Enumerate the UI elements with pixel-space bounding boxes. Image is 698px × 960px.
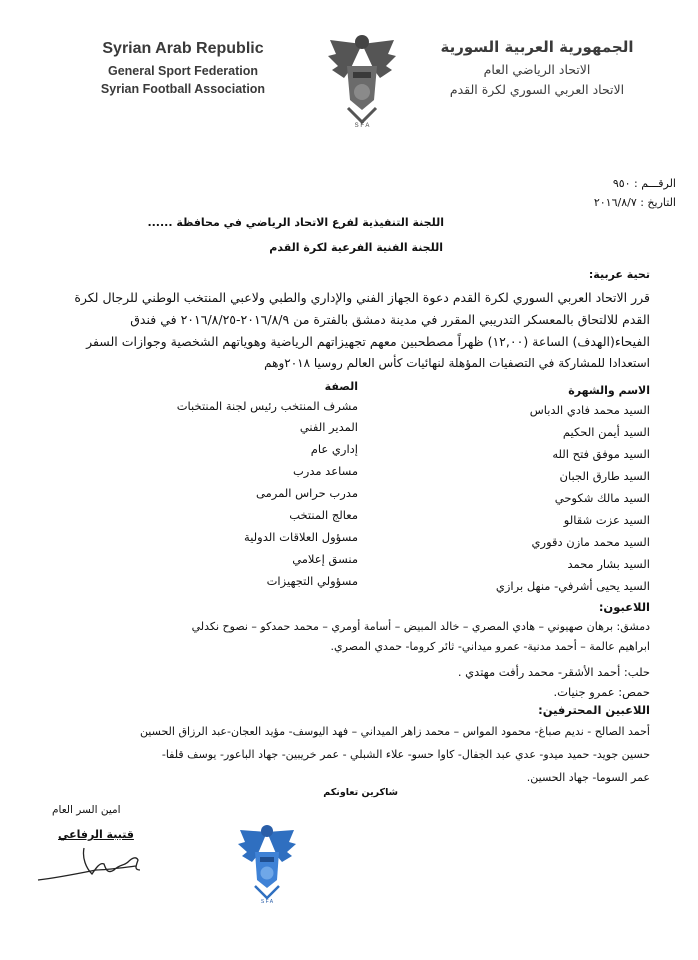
pros-line-2: حسين جويد- حميد ميدو- عدي عبد الجفال- كاوا حسو- علاء الشبلي - عمر خريبين- جهاد الباعور- يوسف قلفا- — [161, 748, 650, 761]
signature-name: قتيبة الرفاعي — [58, 828, 134, 841]
staff-name: السيد بشار محمد — [567, 557, 650, 571]
staff-role: منسق إعلامي — [292, 552, 358, 566]
header-ar — [412, 38, 662, 97]
en-title: Syrian Arab Republic — [102, 40, 264, 57]
staff-name: السيد محمد مازن دقوري — [531, 535, 650, 549]
players-heading: اللاعبون: — [598, 600, 650, 614]
staff-role: مدرب حراس المرمى — [255, 486, 358, 500]
eagle-emblem-icon — [322, 30, 402, 128]
players-damascus-1: دمشق: برهان صهيوني – هادي المصري – خالد المبيض – أسامة أومري – محمد حمدكو – نصوح نكدلي — [191, 620, 650, 633]
players-homs: حمص: عمرو جنيات. — [553, 685, 650, 699]
addressee-line-2: اللجنة الفنية الفرعية لكرة القدم — [269, 241, 443, 254]
staff-name: السيد مالك شكوحي — [554, 491, 650, 505]
greeting: تحية عربية: — [588, 268, 650, 281]
eagle-stamp-icon — [234, 822, 300, 904]
staff-name: السيد محمد فادي الدباس — [529, 403, 650, 417]
staff-role: المدير الفني — [299, 420, 358, 434]
en-federation: General Sport Federation — [107, 64, 259, 78]
staff-role: مساعد مدرب — [292, 464, 358, 478]
pros-line-1: أحمد الصالح - نديم صباغ- محمود المواس – محمد زاهر الميداني – فهد اليوسف- مؤيد العجان-عبد الرزاق الحسين — [139, 725, 650, 738]
players-aleppo: حلب: أحمد الأشقر- محمد رأفت مهتدي . — [457, 665, 650, 679]
staff-name: السيد عزت شقالو — [563, 513, 650, 527]
signature-title: امين السر العام — [52, 804, 121, 816]
reference-block — [594, 177, 676, 209]
ar-federation: الاتحاد الرياضي العام — [483, 62, 591, 77]
body-line-1: قرر الاتحاد العربي السوري لكرة القدم دعوة الجهاز الفني والإداري والطبي ولاعبي المنتخب الوطني للرجال لكرة — [74, 290, 650, 305]
addressee-line-1: اللجنة التنفيذية لفرع الاتحاد الرياضي في محافظة ...... — [147, 216, 444, 229]
staff-role: إداري عام — [310, 442, 358, 456]
body-line-3: الفيحاء(الهدف) الساعة (١٢,٠٠) ظهراً مصطحبين معهم تجهيزاتهم الرياضية وهوياتهم الشخصية وجوازات السفر — [86, 334, 650, 349]
players-damascus-2: ابراهيم عالمة – أحمد مدنية- عمرو ميداني- ثائر كروما- حمدي المصري. — [330, 640, 650, 653]
staff-name: السيد أيمن الحكيم — [562, 425, 650, 439]
ar-association: الاتحاد العربي السوري لكرة القدم — [449, 82, 625, 97]
staff-role-header: الصفة — [324, 380, 358, 393]
staff-role: معالج المنتخب — [289, 508, 358, 522]
staff-role: مسؤول العلاقات الدولية — [244, 530, 358, 544]
staff-name-header: الاسم والشهرة — [568, 384, 650, 397]
header-en — [58, 40, 308, 96]
ref-date: التاريخ : ٢٠١٦/٨/٧ — [593, 196, 676, 209]
en-association: Syrian Football Association — [100, 82, 266, 96]
stamp-label: S F A — [260, 899, 274, 904]
staff-role: مشرف المنتخب رئيس لجنة المنتخبات — [176, 399, 358, 413]
staff-name: السيد موفق فتح الله — [552, 447, 650, 461]
body-line-2: القدم للالتحاق بالمعسكر التدريبي المقرر في مدينة دمشق بالفترة من ٢٠١٦/٨/٩-٢٠١٦/٨/٢٥ في فندق — [130, 312, 650, 327]
pros-line-3: عمر السوما- جهاد الحسين. — [526, 771, 650, 784]
staff-role: مسؤولي التجهيزات — [266, 574, 358, 588]
body-line-4: استعدادا للمشاركة في التصفيات المؤهلة لنهائيات كأس العالم روسيا ٢٠١٨وهم — [264, 356, 650, 370]
pros-heading: اللاعبين المحترفين: — [538, 703, 650, 717]
handwritten-signature — [36, 840, 156, 886]
ar-title: الجمهورية العربية السورية — [440, 38, 634, 56]
emblem-label: S F A — [354, 123, 370, 128]
staff-name: السيد طارق الجبان — [559, 469, 650, 483]
ref-number: الرقـــم : ٩٥٠ — [612, 177, 676, 190]
closing-thanks: شاكرين تعاونكم — [323, 787, 398, 798]
staff-name: السيد يحيى أشرفي- منهل برازي — [495, 579, 650, 593]
